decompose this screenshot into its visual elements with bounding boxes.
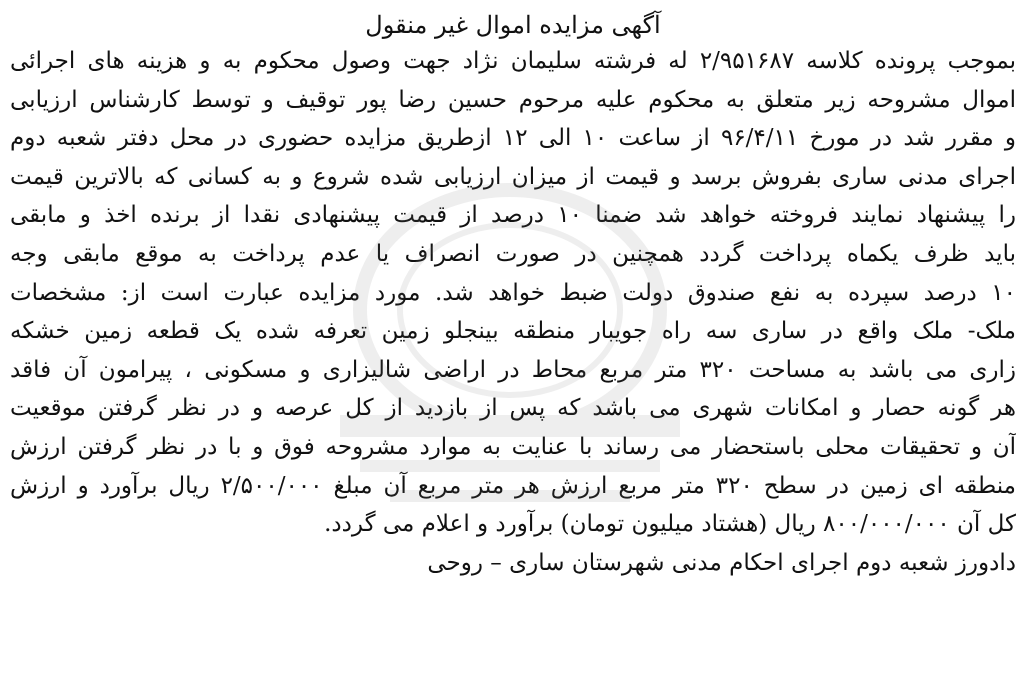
notice-line: را پیشنهاد نمایند فروخته خواهد شد ضمنا ۱۰ درصد از قیمت پیشنهادی نقدا از برنده اخذ و مابقی <box>10 202 1016 229</box>
notice-line: اموال مشروحه زیر متعلق به محکوم علیه مرحوم حسین رضا پور توقیف و توسط کارشناس ارزیابی <box>10 86 1016 113</box>
notice-signature: دادورز شعبه دوم اجرای احکام مدنی شهرستان ساری – روحی <box>427 549 1016 576</box>
notice-line: باید ظرف یکماه پرداخت گردد همچنین در صورت انصراف یا عدم پرداخت به موقع مابقی وجه <box>10 240 1016 267</box>
notice-line: زاری می باشد به مساحت ۳۲۰ متر مربع محاط در اراضی شالیزاری و مسکونی ، پیرامون آن فاقد <box>10 356 1016 383</box>
notice-line: آن و تحقیقات محلی باستحضار می رساند با عنایت به موارد مشروحه فوق و با در نظر گرفتن ارزش <box>10 433 1016 460</box>
notice-line: هر گونه حصار و امکانات شهری می باشد که پس از بازدید از کل عرصه و در نظر گرفتن موقعیت <box>10 395 1016 422</box>
notice-body <box>10 42 1016 544</box>
notice-line: اجرای مدنی ساری بفروش برسد و قیمت از میزان ارزیابی شده شروع و به کسانی که بالاترین قیمت <box>10 163 1016 190</box>
notice-line: ۱۰ درصد سپرده به نفع صندوق دولت ضبط خواهد شد. مورد مزایده عبارت است از: مشخصات <box>10 279 1016 306</box>
notice-line: کل آن ۸۰۰/۰۰۰/۰۰۰ ریال (هشتاد میلیون تومان) برآورد و اعلام می گردد. <box>324 511 1016 538</box>
notice-line: منطقه ای زمین در سطح ۳۲۰ متر مربع ارزش هر متر مربع آن مبلغ ۲/۵۰۰/۰۰۰ ریال برآورد و ارزش <box>10 472 1016 499</box>
notice-title: آگهی مزایده اموال غیر منقول <box>365 11 661 39</box>
notice-line: ملک- ملک واقع در ساری سه راه جویبار منطقه بینجلو زمین تعرفه شده یک قطعه زمین خشکه <box>10 318 1016 345</box>
notice-line: و مقرر شد در مورخ ۹۶/۴/۱۱ از ساعت ۱۰ الی ۱۲ ازطریق مزایده حضوری در محل دفتر شعبه دوم <box>10 125 1016 152</box>
notice-line: بموجب پرونده کلاسه ۲/۹۵۱۶۸۷ له فرشته سلیمان نژاد جهت وصول محکوم به و هزینه های اجرائی <box>10 48 1016 74</box>
